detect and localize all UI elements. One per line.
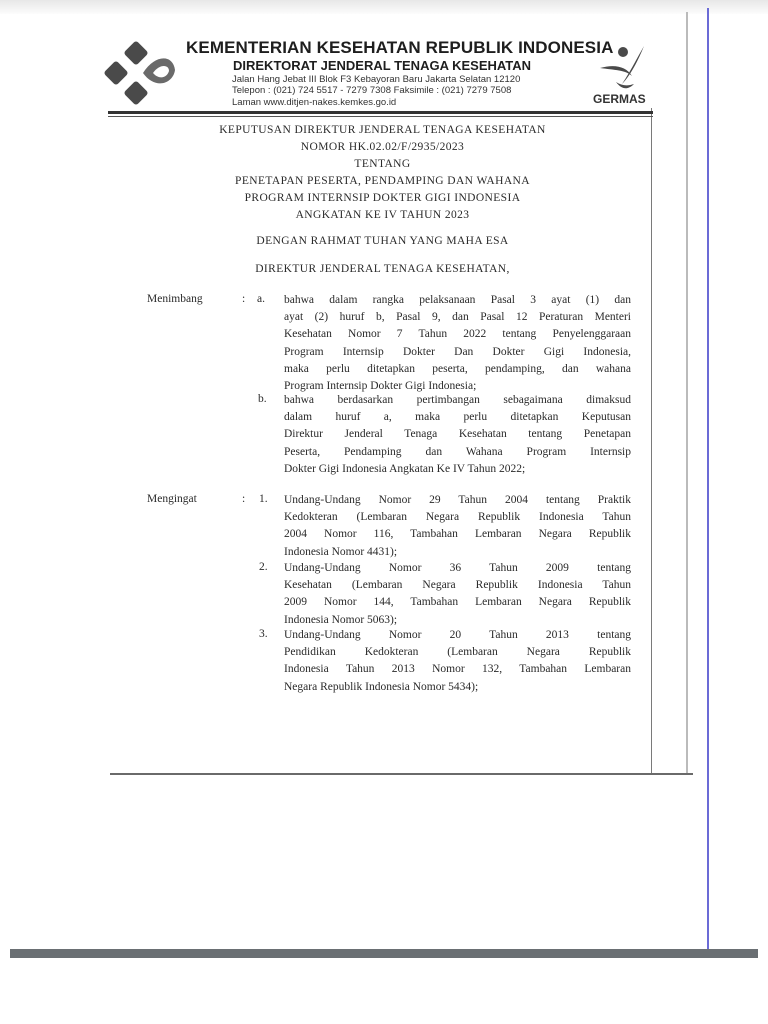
kemenkes-logo-icon <box>103 40 181 108</box>
letterhead-rule-thick <box>108 111 653 114</box>
text-line: ayat (2) huruf b, Pasal 9, dan Pasal 12 Peraturan Menteri <box>284 311 631 324</box>
text-line: Peserta, Pendamping dan Wahana Program Internsip <box>284 445 631 458</box>
mengingat-colon: : <box>242 493 246 505</box>
text-line: 2004 Nomor 116, Tambahan Lembaran Negara Republik <box>284 528 631 541</box>
ministry-name: KEMENTERIAN KESEHATAN REPUBLIK INDONESIA <box>186 38 614 57</box>
mengingat-label: Mengingat <box>147 493 197 505</box>
address: Jalan Hang Jebat III Blok F3 Kebayoran Baru Jakarta Selatan 12120 <box>232 74 521 85</box>
text-line: maka perlu ditetapkan peserta, pendamping, dan wahana <box>284 362 631 375</box>
mengingat-marker-3: 3. <box>259 628 268 640</box>
decree-title: KEPUTUSAN DIREKTUR JENDERAL TENAGA KESEHATAN <box>219 124 546 136</box>
page-edge-shadow <box>686 12 688 774</box>
text-line: Undang-Undang Nomor 29 Tahun 2004 tentang Praktik <box>284 494 631 506</box>
mengingat-item-2 <box>284 560 631 629</box>
decree-subject-line3: ANGKATAN KE IV TAHUN 2023 <box>295 209 470 221</box>
letterhead-rule-thin <box>108 116 653 117</box>
text-line: Program Internsip Dokter Dan Dokter Gigi Indonesia, <box>284 345 631 358</box>
text-line: Undang-Undang Nomor 20 Tahun 2013 tentang <box>284 629 631 641</box>
mengingat-item-1 <box>284 492 631 561</box>
scan-top-shadow <box>0 0 768 14</box>
menimbang-marker-a: a. <box>257 293 265 305</box>
text-line: bahwa berdasarkan pertimbangan sebagaimana dimaksud <box>284 394 631 406</box>
mengingat-marker-1: 1. <box>259 493 268 505</box>
invocation: DENGAN RAHMAT TUHAN YANG MAHA ESA <box>256 235 509 247</box>
text-line: Pendidikan Kedokteran (Lembaran Negara Republik <box>284 646 631 659</box>
decree-number: NOMOR HK.02.02/F/2935/2023 <box>300 141 465 153</box>
text-line: Dokter Gigi Indonesia Angkatan Ke IV Tahun 2022; <box>284 462 526 475</box>
text-line: Kesehatan (Lembaran Negara Republik Indonesia Tahun <box>284 579 631 592</box>
text-line: Indonesia Tahun 2013 Nomor 132, Tambahan Lembaran <box>284 663 631 676</box>
text-line: dalam huruf a, maka perlu ditetapkan Keputusan <box>284 411 631 424</box>
text-line: bahwa dalam rangka pelaksanaan Pasal 3 ayat (1) dan <box>284 294 631 306</box>
mengingat-marker-2: 2. <box>259 561 268 573</box>
phone-fax: Telepon : (021) 724 5517 - 7279 7308 Faksimile : (021) 7279 7508 <box>232 85 512 96</box>
text-line: Negara Republik Indonesia Nomor 5434); <box>284 680 479 693</box>
decree-subject-line2: PROGRAM INTERNSIP DOKTER GIGI INDONESIA <box>244 192 521 204</box>
text-line: Kedokteran (Lembaran Negara Republik Indonesia Tahun <box>284 511 631 524</box>
website: Laman www.ditjen-nakes.kemkes.go.id <box>232 97 397 108</box>
text-line: Indonesia Nomor 5063); <box>284 613 398 626</box>
menimbang-item-b <box>284 392 631 478</box>
scan-edge-line <box>707 8 709 956</box>
menimbang-label: Menimbang <box>147 293 203 305</box>
text-line: 2009 Nomor 144, Tambahan Lembaran Negara Republik <box>284 596 631 609</box>
decree-about: TENTANG <box>354 158 411 170</box>
page-border-bottom <box>110 773 693 775</box>
page-border-right <box>651 108 652 774</box>
text-line: Program Internsip Dokter Gigi Indonesia; <box>284 379 477 392</box>
menimbang-marker-b: b. <box>258 393 267 405</box>
text-line: Direktur Jenderal Tenaga Kesehatan tentang Penetapan <box>284 428 631 441</box>
text-line: Undang-Undang Nomor 36 Tahun 2009 tentang <box>284 562 631 574</box>
directorate-name: DIREKTORAT JENDERAL TENAGA KESEHATAN <box>233 58 532 73</box>
scanner-bottom-bar <box>10 949 758 958</box>
menimbang-colon: : <box>242 293 246 305</box>
text-line: Indonesia Nomor 4431); <box>284 545 398 558</box>
text-line: Kesehatan Nomor 7 Tahun 2022 tentang Penyelenggaraan <box>284 328 631 341</box>
germas-label: GERMAS <box>593 92 646 106</box>
mengingat-item-3 <box>284 627 631 696</box>
decree-subject-line1: PENETAPAN PESERTA, PENDAMPING DAN WAHANA <box>235 175 530 187</box>
issuer: DIREKTUR JENDERAL TENAGA KESEHATAN, <box>255 263 510 275</box>
menimbang-item-a <box>284 292 631 395</box>
